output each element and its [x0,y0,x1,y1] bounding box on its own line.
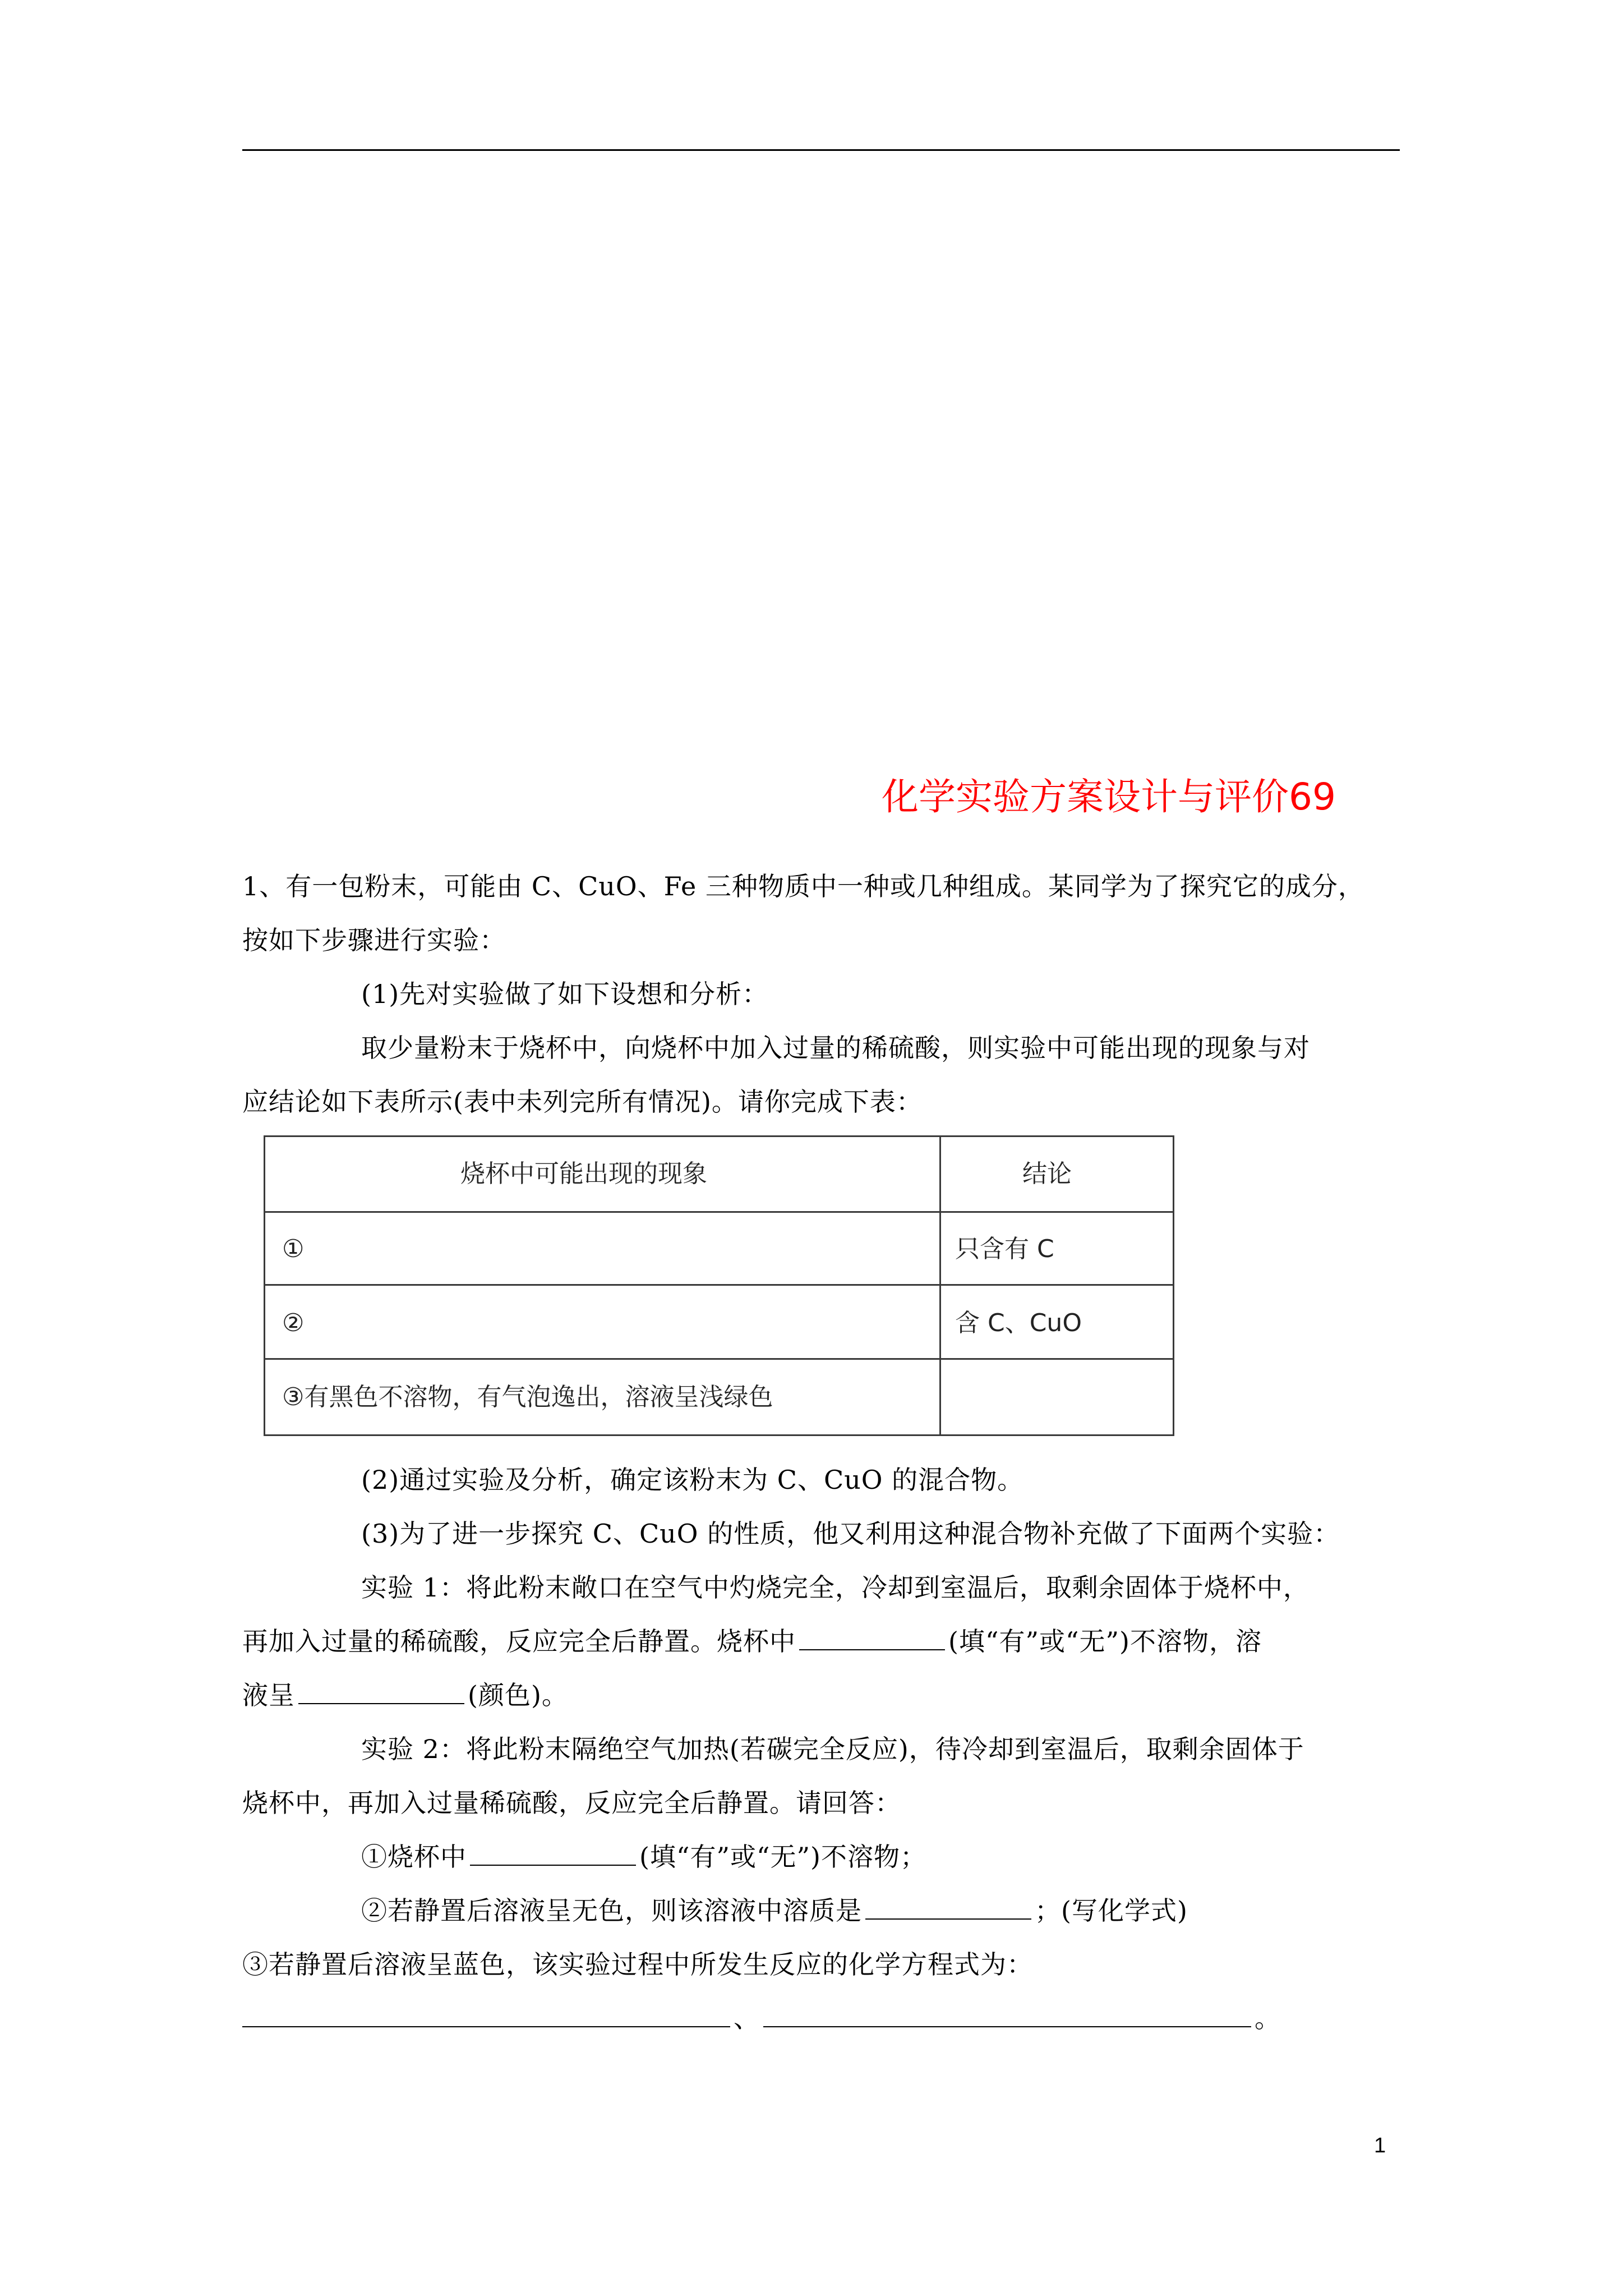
table-column-divider [939,1137,941,1434]
question-intro-line1: 1、有一包粉末，可能由 C、CuO、Fe 三种物质中一种或几种组成。某同学为了探究它的成分， [242,871,1364,901]
step3-text: (3)为了进一步探究 C、CuO 的性质，他又利用这种混合物补充做了下面两个实验： [361,1519,1340,1549]
equation-blanks: 、 。 [242,2000,1281,2036]
equation-blank-2 [763,2001,1251,2027]
step2-text: (2)通过实验及分析，确定该粉末为 C、CuO 的混合物。 [361,1465,1024,1495]
table-row-divider [265,1211,1173,1213]
experiment1-line2: 再加入过量的稀硫酸，反应完全后静置。烧杯中 (填“有”或“无”)不溶物，溶 [242,1623,1262,1659]
table-row2-phenomenon: ② [282,1309,305,1337]
table-row-divider [265,1358,1173,1360]
answer-blank [298,1678,464,1704]
equation-blank-1 [242,2001,730,2027]
step1-description-line1: 取少量粉末于烧杯中，向烧杯中加入过量的稀硫酸，则实验中可能出现的现象与对 [361,1033,1310,1063]
answer-blank [470,1840,636,1866]
sub-question-2: ②若静置后溶液呈无色，则该溶液中溶质是 ；(写化学式) [361,1893,1188,1929]
experiment2-line1: 实验 2：将此粉末隔绝空气加热(若碳完全反应)，待冷却到室温后，取剩余固体于 [361,1734,1304,1764]
header-rule [242,149,1400,151]
table-row-divider [265,1284,1173,1286]
table-row2-conclusion: 含 C、CuO [955,1309,1082,1337]
table-header-conclusion: 结论 [1022,1159,1072,1188]
sub-question-3: ③若静置后溶液呈蓝色，该实验过程中所发生反应的化学方程式为： [242,1949,1033,1980]
experiment2-line2: 烧杯中，再加入过量稀硫酸，反应完全后静置。请回答： [242,1788,901,1818]
experiment1-line3: 液呈 (颜色)。 [242,1677,568,1713]
experiment1-line1: 实验 1：将此粉末敞口在空气中灼烧完全，冷却到室温后，取剩余固体于烧杯中， [361,1572,1310,1603]
sub-question-1: ①烧杯中 (填“有”或“无”)不溶物； [361,1839,926,1875]
step1-description-line2: 应结论如下表所示(表中未列完所有情况)。请你完成下表： [242,1087,923,1117]
table-row3-phenomenon: ③有黑色不溶物，有气泡逸出，溶液呈浅绿色 [282,1383,773,1411]
table-row1-conclusion: 只含有 C [955,1235,1054,1263]
step1-heading: (1)先对实验做了如下设想和分析： [361,979,769,1009]
answer-blank [865,1894,1031,1920]
question-intro-line2: 按如下步骤进行实验： [242,925,506,955]
document-title: 化学实验方案设计与评价69 [882,775,1336,818]
table-header-phenomenon: 烧杯中可能出现的现象 [460,1159,707,1188]
page-number: 1 [1374,2134,1386,2157]
phenomenon-conclusion-table [264,1135,1174,1436]
table-row1-phenomenon: ① [282,1235,305,1263]
answer-blank [799,1625,945,1650]
